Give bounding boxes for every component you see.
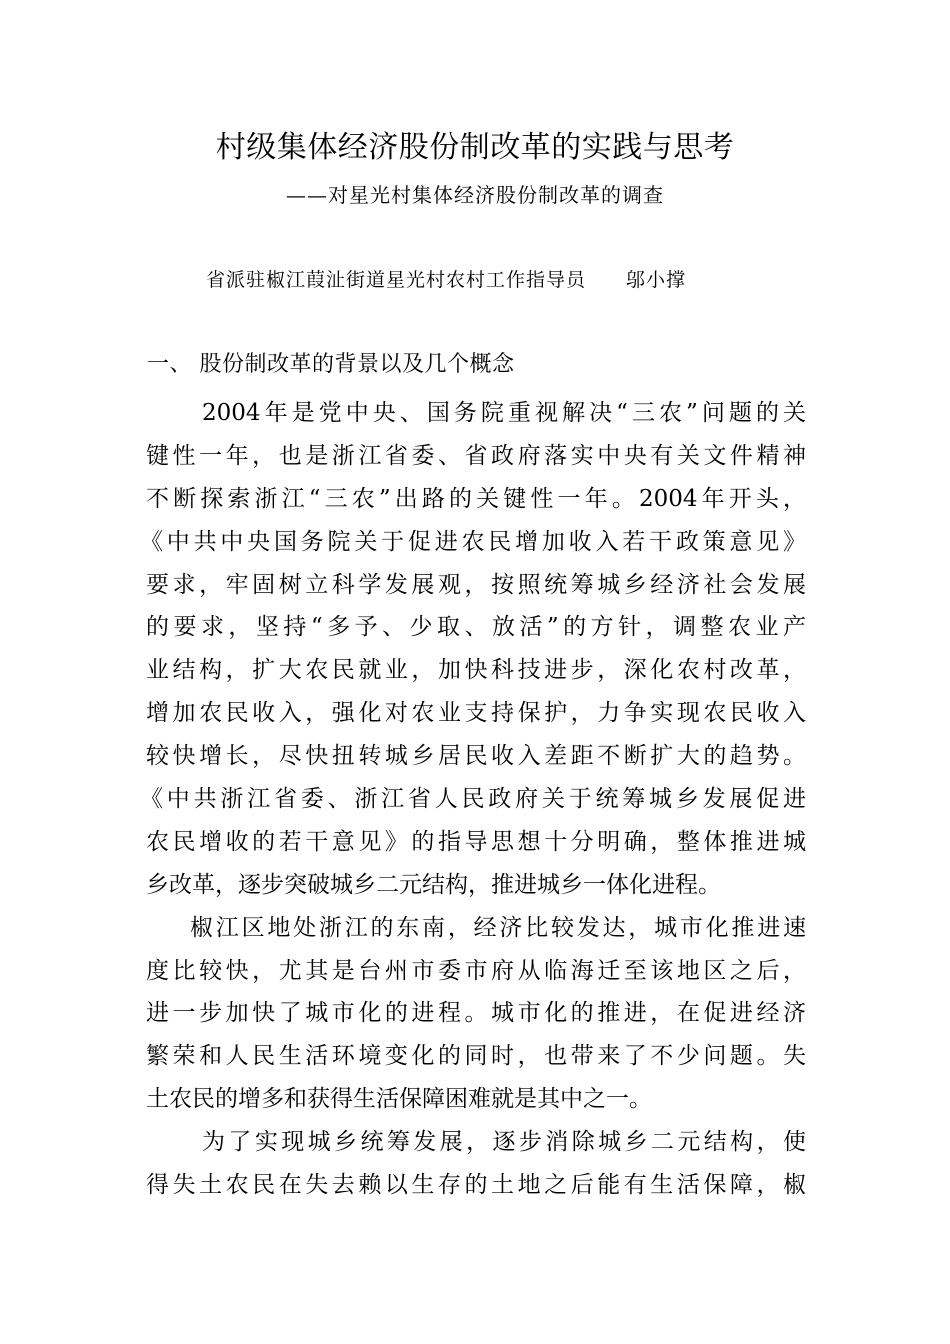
body-text [140,392,806,1207]
body-line: 度比较快，尤其是台州市委市府从临海迁至该地区之后， [146,957,806,984]
body-line: 繁荣和人民生活环境变化的同时，也带来了不少问题。失 [146,1043,806,1070]
body-line: 乡改革，逐步突破城乡二元结构，推进城乡一体化进程。 [146,871,721,898]
body-line: 增加农民收入，强化对农业支持保护，力争实现农民收入 [146,700,806,727]
author-line [206,264,686,296]
author-name: 邬小撑 [626,269,687,291]
body-line: 得失土农民在失去赖以生存的土地之后能有生活保障，椒 [146,1172,806,1199]
body-line: 业结构，扩大农民就业，加快科技进步，深化农村改革， [146,657,806,684]
body-line: 《中共中央国务院关于促进农民增加收入若干政策意见》 [140,528,806,555]
body-line: 椒江区地处浙江的东南，经济比较发达，城市化推进速 [190,914,806,941]
body-line: 的要求，坚持“多予、少取、放活”的方针，调整农业产 [146,614,806,641]
body-line: 土农民的增多和获得生活保障困难就是其中之一。 [146,1086,652,1113]
body-line: 为了实现城乡统筹发展，逐步消除城乡二元结构，使 [202,1129,806,1156]
body-line: 《中共浙江省委、浙江省人民政府关于统筹城乡发展促进 [140,786,806,813]
body-line: 键性一年，也是浙江省委、省政府落实中央有关文件精神 [146,442,806,469]
document-title: 村级集体经济股份制改革的实践与思考 [215,130,735,165]
document-subtitle: ——对星光村集体经济股份制改革的调查 [286,183,664,207]
body-line: 2004年是党中央、国务院重视解决“三农”问题的关 [202,400,806,426]
author-affiliation: 省派驻椒江葭沚街道星光村农村工作指导员 [206,269,587,291]
body-line: 进一步加快了城市化的进程。城市化的推进，在促进经济 [146,1000,806,1027]
section-heading: 一、 股份制改革的背景以及几个概念 [147,352,515,377]
body-line: 较快增长，尽快扭转城乡居民收入差距不断扩大的趋势。 [146,743,806,770]
body-line: 不断探索浙江“三农”出路的关键性一年。2004年开头， [146,485,806,512]
body-line: 农民增收的若干意见》的指导思想十分明确，整体推进城 [146,828,806,855]
body-line: 要求，牢固树立科学发展观，按照统筹城乡经济社会发展 [146,571,806,598]
